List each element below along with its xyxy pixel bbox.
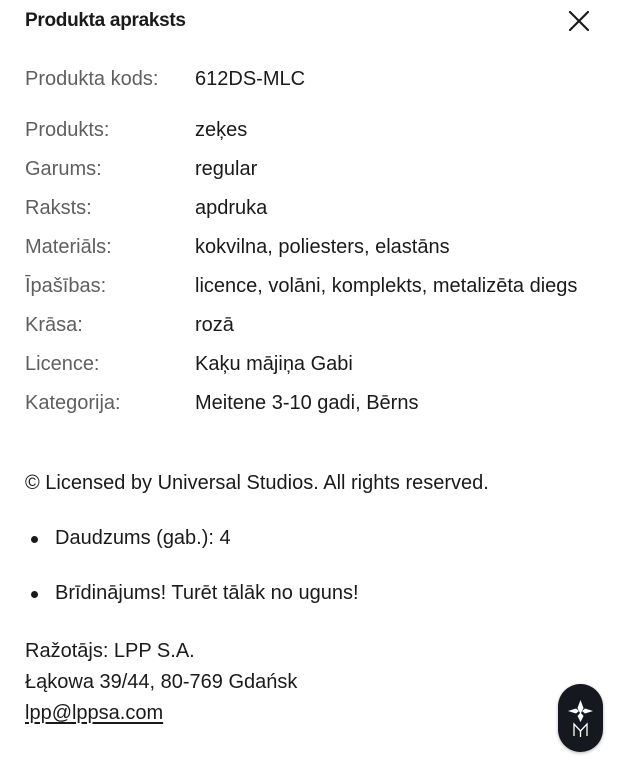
manufacturer-name: Ražotājs: LPP S.A. [25, 640, 195, 662]
list-item: Daudzums (gab.): 4 [25, 525, 359, 552]
detail-label: Materiāls: [25, 236, 112, 258]
panel-title: Produkta apraksts [25, 10, 186, 31]
detail-label: Kategorija: [25, 392, 121, 414]
close-button[interactable] [566, 8, 592, 34]
detail-value: Kaķu mājiņa Gabi [195, 353, 353, 375]
detail-value: Meitene 3-10 gadi, Bērns [195, 392, 419, 414]
list-item: Brīdinājums! Turēt tālāk no uguns! [25, 580, 359, 607]
panel-header [25, 9, 594, 35]
assistant-button[interactable] [558, 684, 603, 752]
detail-row [25, 351, 585, 378]
manufacturer-info [25, 636, 297, 729]
product-details [25, 66, 585, 429]
detail-value: zeķes [195, 119, 248, 141]
manufacturer-address: Łąkowa 39/44, 80-769 Gdańsk [25, 671, 298, 693]
license-note: © Licensed by Universal Studios. All rights reserved. [25, 472, 489, 494]
detail-row [25, 234, 585, 261]
detail-value: apdruka [195, 197, 268, 219]
close-icon [566, 8, 592, 34]
detail-value: kokvilna, poliesters, elastāns [195, 236, 450, 258]
detail-label: Produkts: [25, 119, 110, 141]
assistant-logo-icon [558, 684, 603, 752]
detail-label: Raksts: [25, 197, 92, 219]
detail-row [25, 273, 585, 300]
detail-value: rozā [195, 314, 234, 336]
detail-label: Krāsa: [25, 314, 83, 336]
detail-label: Garums: [25, 158, 102, 180]
detail-row [25, 117, 585, 144]
detail-label: Produkta kods: [25, 68, 159, 90]
detail-value: regular [195, 158, 258, 180]
manufacturer-email-link[interactable]: lpp@lppsa.com [25, 702, 164, 724]
detail-row [25, 390, 585, 417]
detail-row-code [25, 66, 585, 93]
detail-row [25, 312, 585, 339]
detail-row [25, 156, 585, 183]
detail-label: Licence: [25, 353, 100, 375]
detail-label: Īpašības: [25, 275, 107, 297]
info-list [25, 525, 359, 635]
detail-value: 612DS-MLC [195, 68, 306, 90]
detail-row [25, 195, 585, 222]
detail-value: licence, volāni, komplekts, metalizēta diegs [195, 275, 578, 297]
